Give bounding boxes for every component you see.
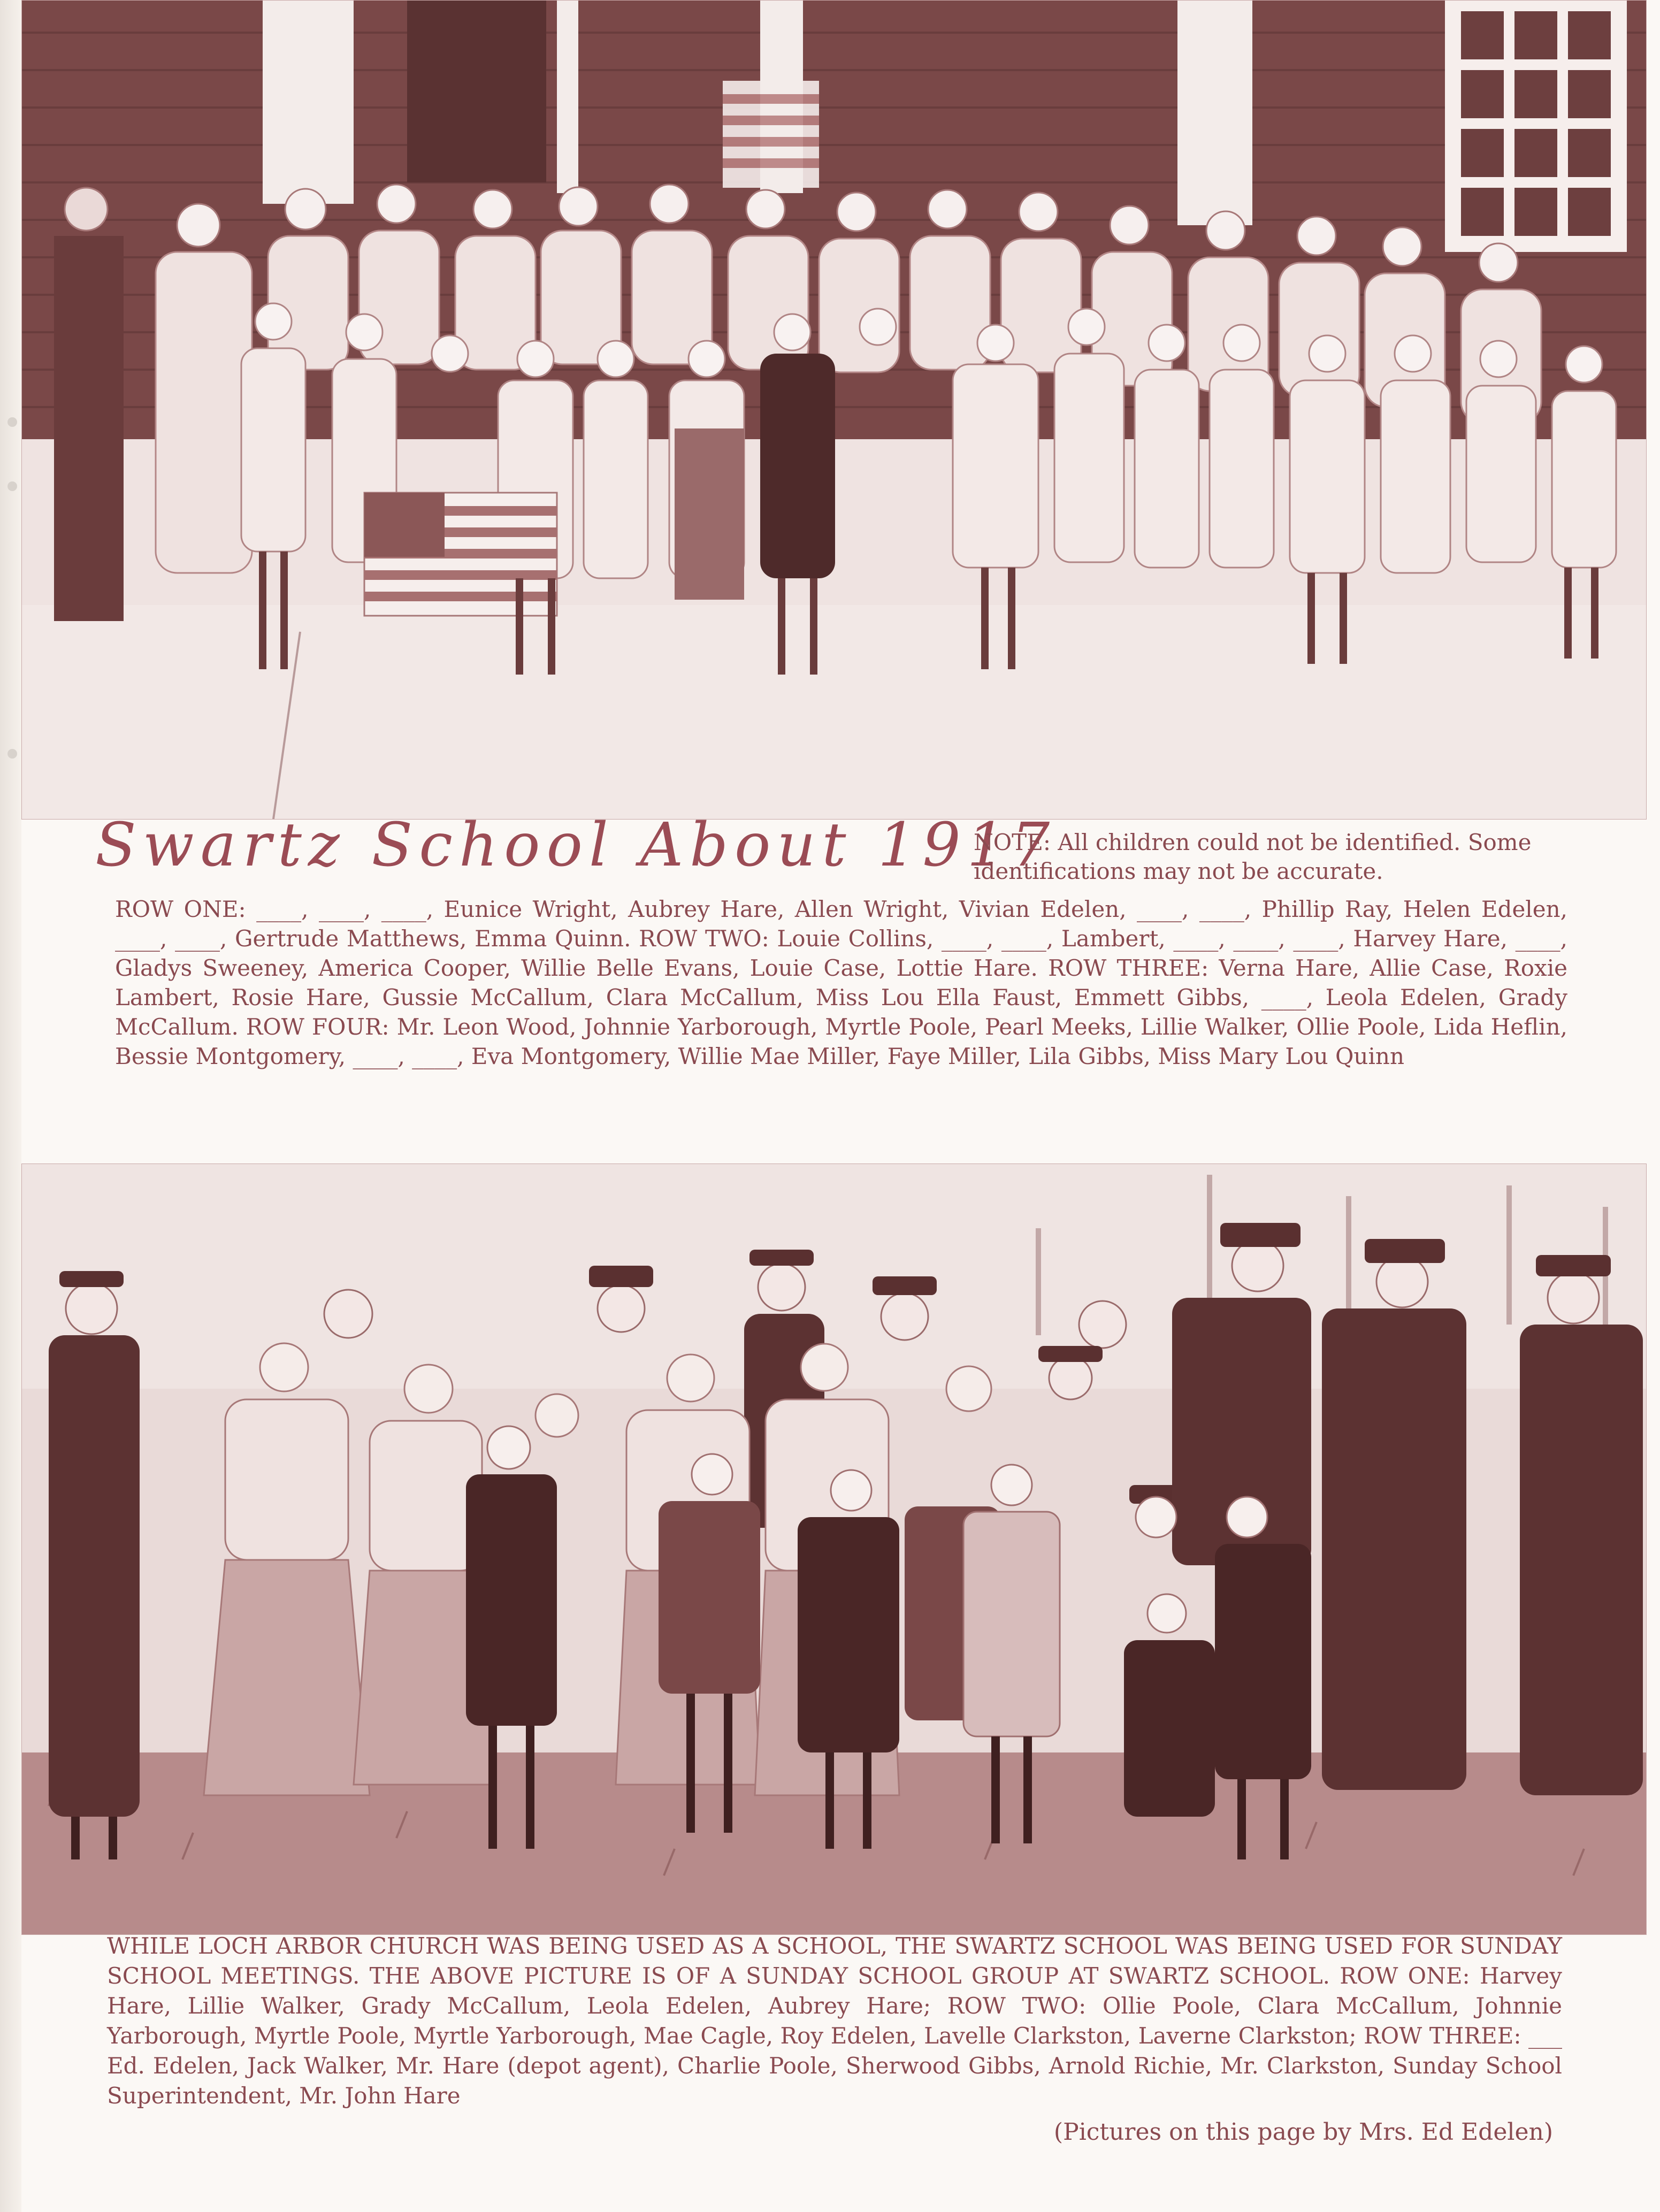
flag-held-by-children xyxy=(364,493,557,616)
binder-hole xyxy=(7,417,17,427)
photo2-caption: WHILE LOCH ARBOR CHURCH WAS BEING USED AS A SCHOOL, THE SWARTZ SCHOOL WAS BEING USED FOR SUNDAY SCHOOL MEETINGS. THE ABOVE PICTURE IS OF A SUNDAY SCHOOL GROUP AT SWARTZ SCHOOL. ROW ONE: Harvey Hare, Lillie Walker, Grady McCallum, Leola Edelen, Aubrey Hare; ROW TWO: Ollie Poole, Clara McCallum, Johnnie Yarborough, Myrtle Poole, Myrtle Yarborough, Mae Cagle, Roy Edelen, Lavelle Clarkston, Laverne Clarkston; ROW THREE: ___ Ed. Edelen, Jack Walker, Mr. Hare (depot agent), Charlie Poole, Sherwood Gibbs, Arnold Richie, Mr. Clarkston, Sunday School Superintendent, Mr. John Hare xyxy=(107,1933,1562,2109)
sunday-school-group-photo-image xyxy=(22,1164,1646,1934)
school-group-photo-image xyxy=(22,1,1646,819)
photo-credit: (Pictures on this page by Mrs. Ed Edelen) xyxy=(1053,2118,1553,2146)
photo1-names-list: ROW ONE: ____, ____, ____, Eunice Wright, Aubrey Hare, Allen Wright, Vivian Edelen, ____, ____, Phillip Ray, Helen Edelen, ____, ____, Gertrude Matthews, Emma Quinn. ROW TWO: Louie Collins, ____, ____, Lambert, ____, ____, ____, Harvey Hare, ____, Gladys Sweeney, America Cooper, Willie Belle Evans, Louie Case, Lottie Hare. ROW THREE: Verna Hare, Allie Case, Roxie Lambert, Rosie Hare, Gussie McCallum, Clara McCallum, Miss Lou Ella Faust, Emmett Gibbs, ____, Leola Edelen, Grady McCallum. ROW FOUR: Mr. Leon Wood, Johnnie Yarborough, Myrtle Poole, Pearl Meeks, Lillie Walker, Ollie Poole, Lida Heflin, Bessie Montgomery, ____, ____, Eva Montgomery, Willie Mae Miller, Faye Miller, Lila Gibbs, Miss Mary Lou Quinn xyxy=(115,896,1567,1069)
binder-hole xyxy=(7,481,17,491)
school-group-photo xyxy=(21,0,1647,820)
flag-on-building xyxy=(723,81,819,188)
binder-hole xyxy=(7,749,17,759)
photo-title: Swartz School About 1917 xyxy=(95,810,1057,880)
identification-note: NOTE: All children could not be identified. Some identifications may not be accurate. xyxy=(974,829,1532,884)
page-binding-edge xyxy=(0,0,21,2212)
sunday-school-group-photo xyxy=(21,1164,1647,1935)
